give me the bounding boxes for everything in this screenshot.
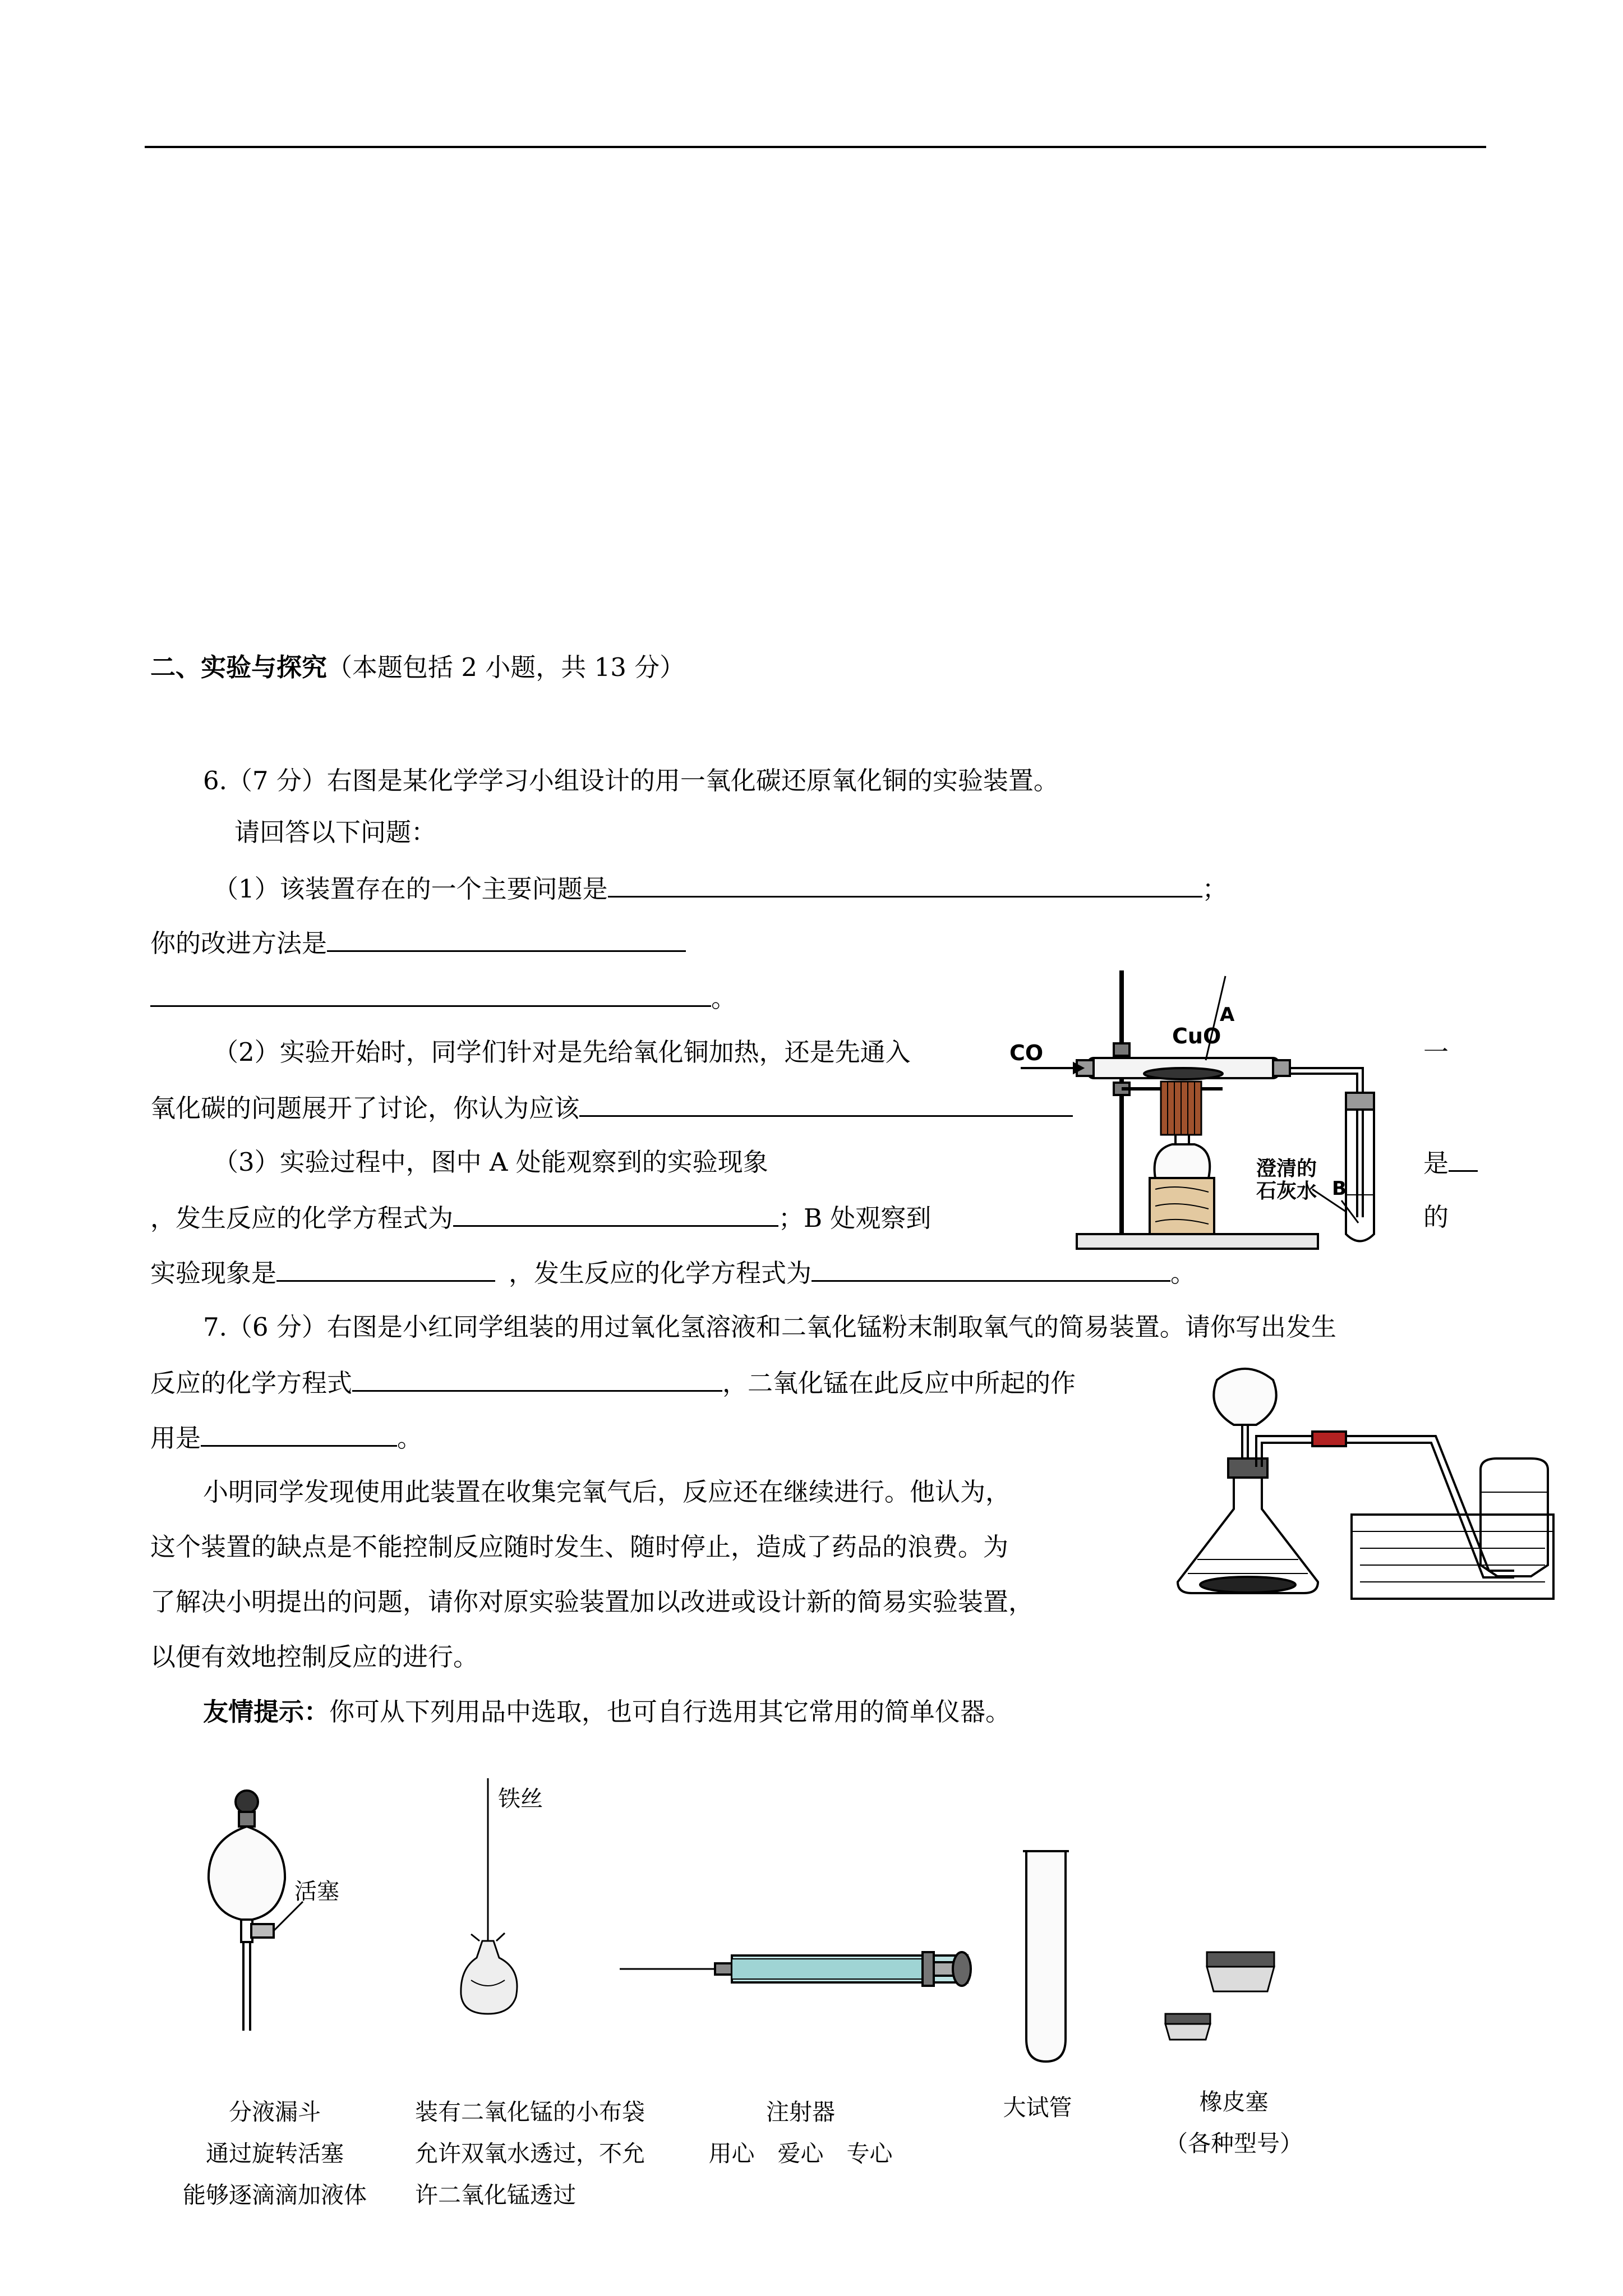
q7-line5: 这个装置的缺点是不能控制反应随时发生、随时停止，造成了药品的浪费。为 [150,1532,1009,1562]
q6-part2-line2 [150,1091,1073,1125]
q6-part3-right-text: 是 [1423,1148,1449,1178]
bag-callout: 铁丝 [498,1786,543,1812]
section-heading [150,651,685,684]
q6-improve-line [150,926,686,960]
stopper-caption [1138,2081,1329,2164]
page-slogan: 用心 爱心 专心 [708,2140,893,2167]
large-test-tube-icon [1009,1846,1082,2070]
syringe-caption-1: 注射器 [766,2099,835,2125]
q7-line3 [150,1420,422,1455]
answer-blank[interactable] [608,871,1202,898]
funnel-caption-3: 能够逐滴滴加液体 [183,2182,367,2208]
q6-improve-text: 你的改进方法是 [150,928,328,958]
rubber-stopper-icon [1155,1947,1301,2047]
stopper-caption-1: 橡皮塞 [1199,2088,1269,2115]
q7-equation-text: 反应的化学方程式 [150,1368,353,1398]
section-title: 二、实验与探究 [150,652,328,682]
q6-improve-line2 [150,981,736,1015]
label-lime-water-2: 石灰水 [1256,1180,1317,1203]
label-cuo: CuO [1172,1024,1221,1048]
q6-improve-end: 。 [711,983,737,1013]
q7-line4: 小明同学发现使用此装置在收集完氧气后，反应还在继续进行。他认为， [203,1477,1011,1507]
q7-line1: 7.（6 分）右图是小红同学组装的用过氧化氢溶液和二氧化锰粉末制取氧气的简易装置。请你写出发生 [203,1312,1336,1342]
q6-part3-line1: （3）实验过程中，图中 A 处能观察到的实验现象 [213,1147,768,1177]
bag-caption [415,2091,684,2216]
q7-catalyst-text: ，二氧化锰在此反应中所起的作 [722,1368,1076,1398]
funnel-callout: 活塞 [294,1879,339,1904]
q7-tip-text: 你可从下列用品中选取，也可自行选用其它常用的简单仪器。 [329,1697,1011,1727]
q7-line2 [150,1365,1076,1400]
q7-tip-label: 友情提示： [203,1697,330,1727]
header-rule [145,146,1486,148]
tube-caption-1: 大试管 [1003,2094,1072,2121]
stopper-caption-2: （各种型号） [1165,2130,1303,2157]
q6-part3-right [1423,1145,1478,1180]
funnel-caption-2: 通过旋转活塞 [206,2140,344,2167]
bag-caption-1: 装有二氧化锰的小布袋 [415,2099,645,2125]
q6-part3-eq-text: ，发生反应的化学方程式为 [150,1203,454,1233]
q6-part3-b-text: ；B 处观察到 [778,1203,932,1233]
tube-caption [953,2087,1122,2128]
bag-caption-2: 允许双氧水透过，不允 [415,2140,645,2167]
syringe-icon [617,1930,976,2008]
answer-blank[interactable] [352,1365,722,1392]
q6-part1-end: ； [1202,874,1228,904]
q6-part2-text: 氧化碳的问题展开了讨论，你认为应该 [150,1093,580,1123]
q6-part2-line1: （2）实验开始时，同学们针对是先给氧化铜加热，还是先通入 [213,1037,911,1067]
q7-line6: 了解决小明提出的问题，请你对原实验装置加以改进或设计新的简易实验装置， [150,1587,1034,1617]
funnel-caption [129,2091,421,2216]
q6-part3-right2: 的 [1423,1202,1449,1232]
q6-part1-question [213,871,1228,906]
section-note: （本题包括 2 小题，共 13 分） [327,652,685,682]
q6-prompt: 请回答以下问题： [234,817,437,847]
q6-intro: 6.（7 分）右图是某化学学习小组设计的用一氧化碳还原氧化铜的实验装置。 [203,766,1059,795]
q7-tip [203,1695,1011,1729]
co-reduction-apparatus-figure [1009,954,1402,1268]
mno2-cloth-bag-icon [449,1773,594,2036]
answer-blank[interactable] [579,1091,1073,1117]
q6-part2-right: 一 [1423,1037,1449,1067]
label-lime-water-1: 澄清的 [1256,1157,1317,1180]
syringe-caption [701,2091,925,2174]
q6-part3-phenomenon-text: 实验现象是 [150,1258,277,1288]
answer-blank[interactable] [1449,1145,1478,1172]
label-a: A [1220,1004,1235,1026]
answer-blank[interactable] [453,1200,778,1227]
q7-role-text: 用是 [150,1423,201,1453]
answer-blank[interactable] [327,926,686,952]
bag-caption-3: 许二氧化锰透过 [415,2182,576,2208]
answer-blank[interactable] [201,1420,397,1447]
q6-part3-eq2-text: ，发生反应的化学方程式为 [509,1258,812,1288]
q7-line7: 以便有效地控制反应的进行。 [150,1642,479,1672]
answer-blank[interactable] [150,981,711,1007]
oxygen-generator-figure [1166,1346,1559,1604]
q6-part3-end: 。 [1170,1258,1196,1288]
q6-part1-text: （1）该装置存在的一个主要问题是 [213,874,608,904]
funnel-caption-1: 分液漏斗 [229,2099,321,2125]
label-co: CO [1009,1041,1044,1065]
answer-blank[interactable] [276,1255,495,1282]
separatory-funnel-icon [185,1773,370,2064]
q7-role-end: 。 [397,1423,423,1453]
label-b: B [1332,1177,1347,1200]
q6-part3-line2 [150,1200,931,1235]
